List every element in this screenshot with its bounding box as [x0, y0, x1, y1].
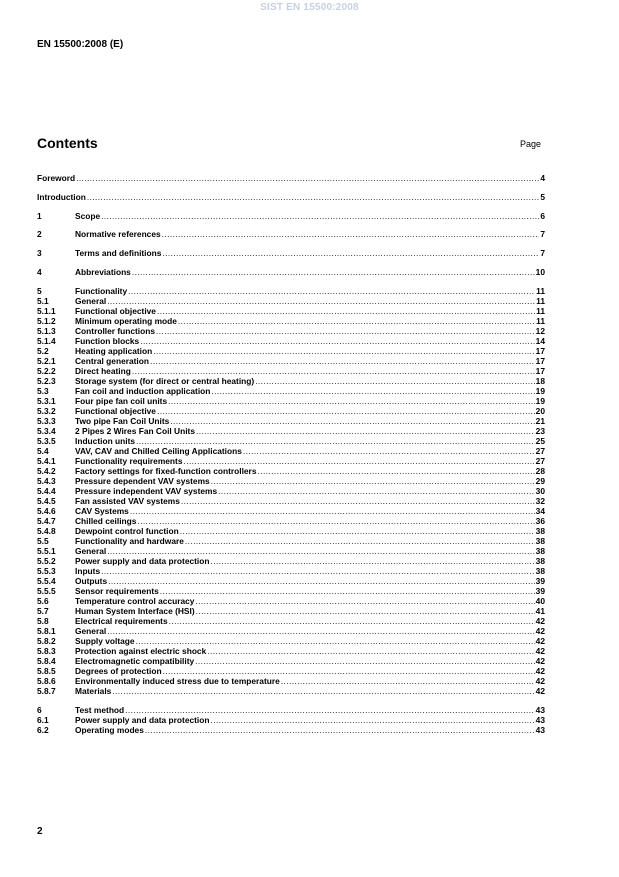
- toc-entry-number: 5.8.7: [37, 685, 56, 696]
- toc-entry-page: 19: [535, 385, 545, 396]
- toc-leader-dots: [156, 326, 535, 336]
- toc-entry-number: 3: [37, 248, 42, 259]
- toc-entry-page: 43: [535, 724, 545, 735]
- toc-leader-dots: [211, 386, 534, 396]
- toc-leader-dots: [281, 676, 535, 686]
- toc-entry[interactable]: [37, 556, 545, 566]
- toc-entry-number: 5.8.1: [37, 625, 56, 636]
- toc-entry-title: General: [75, 295, 107, 306]
- toc-entry-number: 5.8: [37, 615, 49, 626]
- toc-leader-dots: [184, 456, 535, 466]
- toc-entry-title: Outputs: [75, 575, 108, 586]
- toc-entry-title: Pressure independent VAV systems: [75, 485, 218, 496]
- toc-entry-page: 42: [535, 665, 545, 676]
- toc-entry-number: 5.3.2: [37, 405, 56, 416]
- toc-entry-number: 5.2.2: [37, 365, 56, 376]
- toc-leader-dots: [210, 556, 534, 566]
- toc-leader-dots: [132, 366, 535, 376]
- toc-entry-page: 6: [540, 210, 545, 221]
- toc-entry-number: 5.8.2: [37, 635, 56, 646]
- toc-entry-title: Two pipe Fan Coil Units: [75, 415, 170, 426]
- toc-entry-number: 5.8.5: [37, 665, 56, 676]
- toc-entry-number: 5.4.4: [37, 485, 56, 496]
- toc-entry[interactable]: [37, 336, 545, 346]
- toc-entry-title: Power supply and data protection: [75, 555, 210, 566]
- toc-entry[interactable]: [37, 576, 545, 586]
- toc-entry-page: 25: [535, 435, 545, 446]
- toc-entry-title: Pressure dependent VAV systems: [75, 475, 210, 486]
- toc-entry-page: 21: [535, 415, 545, 426]
- toc-entry-title: Environmentally induced stress due to temperature: [75, 675, 280, 686]
- toc-entry-title: Factory settings for fixed-function controllers: [75, 465, 257, 476]
- toc-entry-number: 5.8.3: [37, 645, 56, 656]
- toc-entry[interactable]: [37, 546, 545, 556]
- toc-leader-dots: [137, 516, 534, 526]
- toc-entry[interactable]: [37, 596, 545, 606]
- toc-leader-dots: [162, 248, 539, 258]
- toc-entry-number: 5.3.4: [37, 425, 56, 436]
- toc-entry[interactable]: [37, 456, 545, 466]
- toc-leader-dots: [195, 596, 534, 606]
- toc-entry-number: 5.2: [37, 345, 49, 356]
- toc-entry[interactable]: [37, 646, 545, 656]
- toc-entry-page: 42: [535, 625, 545, 636]
- toc-entry[interactable]: [37, 211, 545, 221]
- toc-leader-dots: [128, 286, 535, 296]
- toc-entry[interactable]: [37, 526, 545, 536]
- page-number: 2: [37, 826, 43, 837]
- toc-entry-page: 38: [535, 545, 545, 556]
- toc-entry-page: 14: [535, 335, 545, 346]
- toc-entry-page: 36: [535, 515, 545, 526]
- toc-entry-number: 5.4.1: [37, 455, 56, 466]
- toc-entry[interactable]: [37, 566, 545, 576]
- toc-entry-page: 42: [535, 615, 545, 626]
- toc-entry-title: Abbreviations: [75, 266, 131, 277]
- toc-leader-dots: [136, 636, 535, 646]
- toc-entry-number: 5.5.1: [37, 545, 56, 556]
- toc-entry-number: 5.5.5: [37, 585, 56, 596]
- toc-leader-dots: [112, 686, 534, 696]
- page-column-label: Page: [520, 139, 542, 149]
- toc-entry-number: 5.5.3: [37, 565, 56, 576]
- toc-entry-page: 34: [535, 505, 545, 516]
- toc-entry-title: Normative references: [75, 229, 161, 240]
- toc-entry-title: VAV, CAV and Chilled Ceiling Applications: [75, 445, 242, 456]
- toc-entry-page: 5: [540, 191, 545, 202]
- toc-entry-title: Functionality: [75, 285, 128, 296]
- toc-entry-title: Operating modes: [75, 724, 144, 735]
- toc-leader-dots: [160, 586, 535, 596]
- toc-leader-dots: [210, 715, 534, 725]
- toc-entry[interactable]: [37, 606, 545, 616]
- toc-leader-dots: [153, 346, 534, 356]
- toc-leader-dots: [76, 173, 539, 183]
- toc-entry[interactable]: [37, 366, 545, 376]
- toc-entry-title: Terms and definitions: [75, 248, 162, 259]
- toc-leader-dots: [162, 229, 540, 239]
- document-id: EN 15500:2008 (E): [37, 39, 124, 50]
- toc-entry[interactable]: [37, 356, 545, 366]
- toc-entry-title: Introduction: [37, 191, 86, 202]
- toc-entry-title: Foreword: [37, 173, 76, 183]
- toc-entry-page: 41: [535, 605, 545, 616]
- toc-entry-title: Controller functions: [75, 325, 156, 336]
- toc-entry-page: 38: [535, 565, 545, 576]
- toc-entry-number: 5.4.2: [37, 465, 56, 476]
- toc-entry[interactable]: [37, 426, 545, 436]
- toc-entry-number: 5.5.4: [37, 575, 56, 586]
- toc-entry-title: Functionality requirements: [75, 455, 183, 466]
- toc-entry[interactable]: [37, 536, 545, 546]
- toc-entry-number: 5.6: [37, 595, 49, 606]
- toc-entry-number: 1: [37, 210, 42, 221]
- toc-entry[interactable]: [37, 436, 545, 446]
- toc-entry-number: 5.1.2: [37, 315, 56, 326]
- toc-entry-page: 10: [535, 266, 545, 277]
- toc-entry-number: 5.2.1: [37, 355, 56, 366]
- toc-leader-dots: [195, 656, 535, 666]
- toc-entry-page: 42: [535, 635, 545, 646]
- toc-entry-title: Electrical requirements: [75, 615, 168, 626]
- toc-entry-number: 5.8.4: [37, 655, 56, 666]
- watermark: SIST EN 15500:2008: [260, 2, 359, 13]
- toc-entry-title: Direct heating: [75, 365, 131, 376]
- toc-leader-dots: [132, 267, 535, 277]
- toc-entry-title: Functional objective: [75, 305, 156, 316]
- toc-entry-page: 43: [535, 704, 545, 715]
- toc-entry-number: 5.5: [37, 535, 49, 546]
- toc-entry-page: 17: [535, 355, 545, 366]
- toc-entry-title: Fan assisted VAV systems: [75, 495, 180, 506]
- toc-leader-dots: [243, 446, 535, 456]
- toc-entry-number: 5.8.6: [37, 675, 56, 686]
- toc-entry[interactable]: [37, 705, 545, 715]
- toc-entry-page: 17: [535, 365, 545, 376]
- toc-entry[interactable]: [37, 396, 545, 406]
- toc-entry-title: Supply voltage: [75, 635, 135, 646]
- toc-entry[interactable]: [37, 376, 545, 386]
- toc-leader-dots: [101, 566, 535, 576]
- toc-entry[interactable]: [37, 267, 545, 277]
- toc-entry[interactable]: [37, 229, 545, 239]
- toc-entry-title: Inputs: [75, 565, 101, 576]
- toc-entry[interactable]: [37, 506, 545, 516]
- toc-leader-dots: [101, 211, 539, 221]
- toc-entry-number: 5.1.3: [37, 325, 56, 336]
- toc-leader-dots: [255, 376, 534, 386]
- toc-entry-number: 5.3: [37, 385, 49, 396]
- toc-entry[interactable]: [37, 416, 545, 426]
- toc-leader-dots: [168, 396, 535, 406]
- toc-entry-page: 20: [535, 405, 545, 416]
- toc-entry[interactable]: [37, 636, 545, 646]
- toc-entry-title: CAV Systems: [75, 505, 129, 516]
- toc-entry[interactable]: [37, 248, 545, 258]
- toc-entry-number: 5.7: [37, 605, 49, 616]
- toc-entry[interactable]: [37, 496, 545, 506]
- toc-entry-page: 11: [536, 285, 545, 296]
- toc-entry[interactable]: [37, 466, 545, 476]
- toc-leader-dots: [163, 666, 535, 676]
- toc-entry-page: 38: [535, 535, 545, 546]
- toc-entry-title: Minimum operating mode: [75, 315, 177, 326]
- toc-entry[interactable]: [37, 316, 545, 326]
- toc-entry[interactable]: [37, 286, 545, 296]
- toc-entry-page: 40: [535, 595, 545, 606]
- toc-entry-page: 32: [535, 495, 545, 506]
- toc-entry-number: 5.1: [37, 295, 49, 306]
- toc-entry-title: Protection against electric shock: [75, 645, 207, 656]
- toc-entry-title: Chilled ceilings: [75, 515, 137, 526]
- toc-entry-title: Degrees of protection: [75, 665, 162, 676]
- toc-entry-number: 5.2.3: [37, 375, 56, 386]
- toc-entry-page: 11: [536, 305, 545, 316]
- toc-entry-page: 39: [535, 585, 545, 596]
- toc-entry-number: 5.4: [37, 445, 49, 456]
- toc-entry-number: 5.4.7: [37, 515, 56, 526]
- toc-entry-title: Scope: [75, 210, 101, 221]
- toc-entry[interactable]: [37, 406, 545, 416]
- toc-leader-dots: [157, 406, 535, 416]
- toc-entry-page: 30: [535, 485, 545, 496]
- toc-entry-title: General: [75, 545, 107, 556]
- toc-leader-dots: [125, 705, 535, 715]
- toc-entry-number: 6.1: [37, 714, 49, 725]
- toc-entry-page: 17: [535, 345, 545, 356]
- toc-entry-page: 38: [535, 525, 545, 536]
- toc-entry-number: 5.3.5: [37, 435, 56, 446]
- toc-leader-dots: [107, 626, 534, 636]
- toc-entry[interactable]: [37, 586, 545, 596]
- toc-entry[interactable]: [37, 476, 545, 486]
- toc-leader-dots: [157, 306, 535, 316]
- toc-leader-dots: [108, 576, 535, 586]
- toc-entry-page: 11: [536, 315, 545, 326]
- toc-entry-page: 19: [535, 395, 545, 406]
- toc-entry-number: 5.3.3: [37, 415, 56, 426]
- toc-entry-page: 27: [535, 455, 545, 466]
- toc-entry-title: Functionality and hardware: [75, 535, 184, 546]
- toc-leader-dots: [207, 646, 534, 656]
- toc-entry-title: Four pipe fan coil units: [75, 395, 168, 406]
- toc-entry-title: Functional objective: [75, 405, 156, 416]
- toc-entry-number: 2: [37, 229, 42, 240]
- toc-entry[interactable]: [37, 446, 545, 456]
- toc-entry-title: 2 Pipes 2 Wires Fan Coil Units: [75, 425, 195, 436]
- toc-entry-page: 38: [535, 555, 545, 566]
- toc-leader-dots: [136, 436, 535, 446]
- toc-leader-dots: [257, 466, 534, 476]
- toc-entry-title: Electromagnetic compatibility: [75, 655, 195, 666]
- toc-leader-dots: [140, 336, 534, 346]
- table-of-contents: [37, 173, 545, 735]
- toc-entry-number: 5.4.6: [37, 505, 56, 516]
- toc-entry[interactable]: [37, 386, 545, 396]
- toc-leader-dots: [170, 416, 534, 426]
- toc-entry-number: 5.4.3: [37, 475, 56, 486]
- toc-entry[interactable]: [37, 326, 545, 336]
- toc-entry-number: 5: [37, 285, 42, 296]
- toc-entry-page: 23: [535, 425, 545, 436]
- toc-entry-page: 39: [535, 575, 545, 586]
- toc-entry[interactable]: [37, 616, 545, 626]
- toc-leader-dots: [196, 426, 535, 436]
- toc-leader-dots: [87, 192, 539, 202]
- toc-leader-dots: [196, 606, 535, 616]
- toc-entry-title: Fan coil and induction application: [75, 385, 211, 396]
- toc-entry-page: 42: [535, 675, 545, 686]
- toc-entry-number: 6.2: [37, 724, 49, 735]
- toc-entry-page: 42: [535, 645, 545, 656]
- toc-entry[interactable]: [37, 173, 545, 183]
- toc-leader-dots: [178, 316, 535, 326]
- toc-entry[interactable]: [37, 296, 545, 306]
- toc-entry-title: Heating application: [75, 345, 153, 356]
- toc-entry-page: 4: [540, 173, 545, 183]
- toc-entry-page: 18: [535, 375, 545, 386]
- toc-leader-dots: [107, 546, 534, 556]
- toc-leader-dots: [180, 526, 535, 536]
- toc-entry[interactable]: [37, 192, 545, 202]
- toc-entry-page: 43: [535, 714, 545, 725]
- toc-entry-number: 5.4.5: [37, 495, 56, 506]
- toc-entry[interactable]: [37, 306, 545, 316]
- toc-entry-page: 28: [535, 465, 545, 476]
- toc-entry-number: 5.1.1: [37, 305, 56, 316]
- toc-entry[interactable]: [37, 656, 545, 666]
- toc-leader-dots: [218, 486, 535, 496]
- toc-leader-dots: [185, 536, 535, 546]
- toc-entry-title: Human System Interface (HSI): [75, 605, 195, 616]
- toc-entry-page: 11: [536, 295, 545, 306]
- contents-title: Contents: [37, 135, 98, 151]
- toc-entry-title: Materials: [75, 685, 112, 696]
- toc-entry[interactable]: [37, 486, 545, 496]
- toc-entry-number: 5.4.8: [37, 525, 56, 536]
- toc-entry[interactable]: [37, 666, 545, 676]
- toc-entry-page: 7: [540, 229, 545, 240]
- toc-entry-page: 42: [535, 685, 545, 696]
- toc-entry-page: 7: [540, 248, 545, 259]
- toc-entry[interactable]: [37, 725, 545, 735]
- toc-entry[interactable]: [37, 346, 545, 356]
- toc-entry-title: Central generation: [75, 355, 149, 366]
- toc-entry[interactable]: [37, 516, 545, 526]
- toc-entry-page: 12: [535, 325, 545, 336]
- toc-entry-title: Induction units: [75, 435, 136, 446]
- toc-entry-number: 4: [37, 266, 42, 277]
- toc-entry[interactable]: [37, 686, 545, 696]
- toc-entry-title: Sensor requirements: [75, 585, 159, 596]
- toc-leader-dots: [169, 616, 535, 626]
- toc-entry-title: Power supply and data protection: [75, 714, 210, 725]
- toc-entry-page: 29: [535, 475, 545, 486]
- toc-entry-title: Temperature control accuracy: [75, 595, 195, 606]
- toc-leader-dots: [145, 725, 535, 735]
- toc-entry-page: 42: [535, 655, 545, 666]
- toc-entry-number: 5.3.1: [37, 395, 56, 406]
- toc-leader-dots: [211, 476, 535, 486]
- toc-entry-number: 6: [37, 704, 42, 715]
- toc-entry-title: Function blocks: [75, 335, 140, 346]
- toc-entry[interactable]: [37, 626, 545, 636]
- toc-entry[interactable]: [37, 676, 545, 686]
- toc-entry-title: Dewpoint control function: [75, 525, 179, 536]
- toc-entry-number: 5.5.2: [37, 555, 56, 566]
- toc-entry-title: General: [75, 625, 107, 636]
- toc-leader-dots: [107, 296, 535, 306]
- toc-entry-page: 27: [535, 445, 545, 456]
- toc-entry-number: 5.1.4: [37, 335, 56, 346]
- toc-leader-dots: [130, 506, 535, 516]
- toc-leader-dots: [181, 496, 535, 506]
- toc-leader-dots: [150, 356, 535, 366]
- toc-entry[interactable]: [37, 715, 545, 725]
- toc-entry-title: Storage system (for direct or central heating): [75, 375, 255, 386]
- toc-entry-title: Test method: [75, 704, 125, 715]
